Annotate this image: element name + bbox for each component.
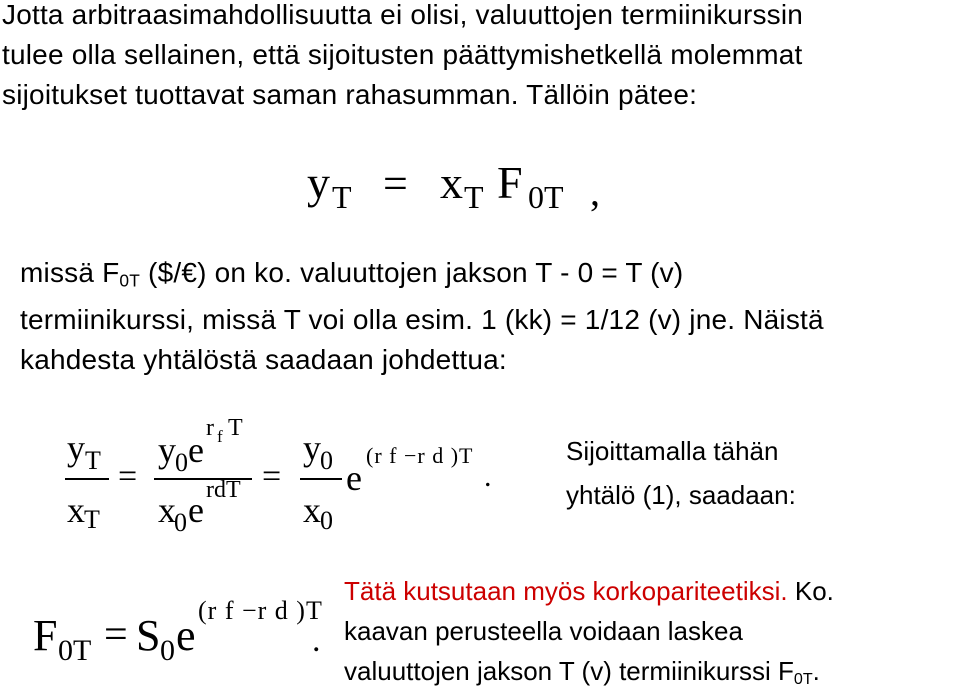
eq2-xT-sub: T (84, 505, 100, 534)
eq2-den2-e: e (188, 490, 204, 530)
eq2-num3-y: y (303, 428, 321, 468)
where-line-1: missä $F_{0T}$ ($/€) on ko. valuuttojen jakson T - 0 = T (v) (20, 257, 684, 291)
eq2-num2-sub: 0 (175, 448, 188, 477)
conclusion-line-2: kaavan perusteella voidaan laskea (344, 616, 743, 646)
eq3-F-sub: 0T (58, 634, 92, 667)
intro-line-2: tulee olla sellainen, että sijoitusten päättymishetkellä molemmat (2, 39, 803, 70)
where-line-2: termiinikurssi, missä T voi olla esim. 1 (kk) = 1/12 (v) jne. Näistä (20, 304, 824, 336)
eq3-e: e (176, 611, 196, 660)
eq2-num3-sub: 0 (320, 446, 333, 475)
eq2-num2-e: e (188, 430, 204, 470)
eq2-num2-y: y (158, 430, 176, 470)
eq2-den2-sub: 0 (174, 508, 187, 537)
eq1-y: y (307, 157, 330, 208)
eq2-e: e (346, 458, 362, 498)
conclusion-line-1: Tätä kutsutaan myös korkopariteetiksi. Ko. (344, 576, 834, 606)
eq2-exponent: (r f −r d )T (366, 443, 474, 468)
intro-line-1: Jotta arbitraasimahdollisuutta ei olisi, valuuttojen termiinikurssin (2, 0, 804, 30)
eq2-xT: x (67, 490, 85, 530)
eq2-fraction-3 (300, 478, 342, 480)
eq2-period: . (484, 460, 492, 493)
conclusion (344, 574, 834, 696)
eq1-x: x (440, 157, 463, 208)
eq2-num2-exp-r: r (206, 415, 214, 441)
eq2-yT-sub: T (85, 446, 101, 475)
eq1-F-sub: 0T (528, 179, 564, 215)
eq2-yT: y (67, 428, 85, 468)
eq3-S-sub: 0 (160, 634, 175, 667)
where-line-3: kahdesta yhtälöstä saadaan johdettua: (20, 344, 507, 376)
eq2-den3-sub: 0 (320, 506, 333, 535)
eq2-num2-exp-T: T (228, 415, 243, 441)
eq2-num2-exp-f: f (217, 427, 223, 446)
side-note (566, 434, 796, 512)
eq3-S: S (136, 611, 161, 660)
eq1-x-sub: T (464, 179, 484, 215)
where-paragraph (20, 256, 824, 377)
eq2-den3-x: x (303, 490, 321, 530)
eq1-F: F (497, 157, 523, 208)
eq2-den2-exp: rdT (206, 477, 241, 503)
eq1-equals: = (383, 159, 408, 208)
side-note-line-2: yhtälö (1), saadaan: (566, 480, 796, 510)
eq2-equals-1: = (118, 458, 138, 495)
conclusion-line-3: valuuttojen jakson T (v) termiinikurssi $F_{0T}$. (344, 656, 820, 689)
eq3-exponent: (r f −r d )T (198, 596, 323, 625)
side-note-line-1: Sijoittamalla tähän (566, 436, 779, 466)
eq2-equals-2: = (262, 458, 282, 495)
intro-line-3: sijoitukset tuottavat saman rahasumman. Tällöin pätee: (2, 79, 698, 110)
eq3-F: F (33, 611, 58, 660)
eq3-equals: = (104, 612, 128, 658)
eq1-y-sub: T (332, 179, 352, 215)
eq1-comma: , (590, 169, 600, 214)
eq2-den2-x: x (158, 490, 176, 530)
eq2-fraction-1 (65, 478, 109, 480)
intro-paragraph (2, 0, 803, 112)
korkopariteetti-highlight: Tätä kutsutaan myös korkopariteetiksi. (344, 576, 788, 606)
eq3-period: . (312, 622, 321, 659)
